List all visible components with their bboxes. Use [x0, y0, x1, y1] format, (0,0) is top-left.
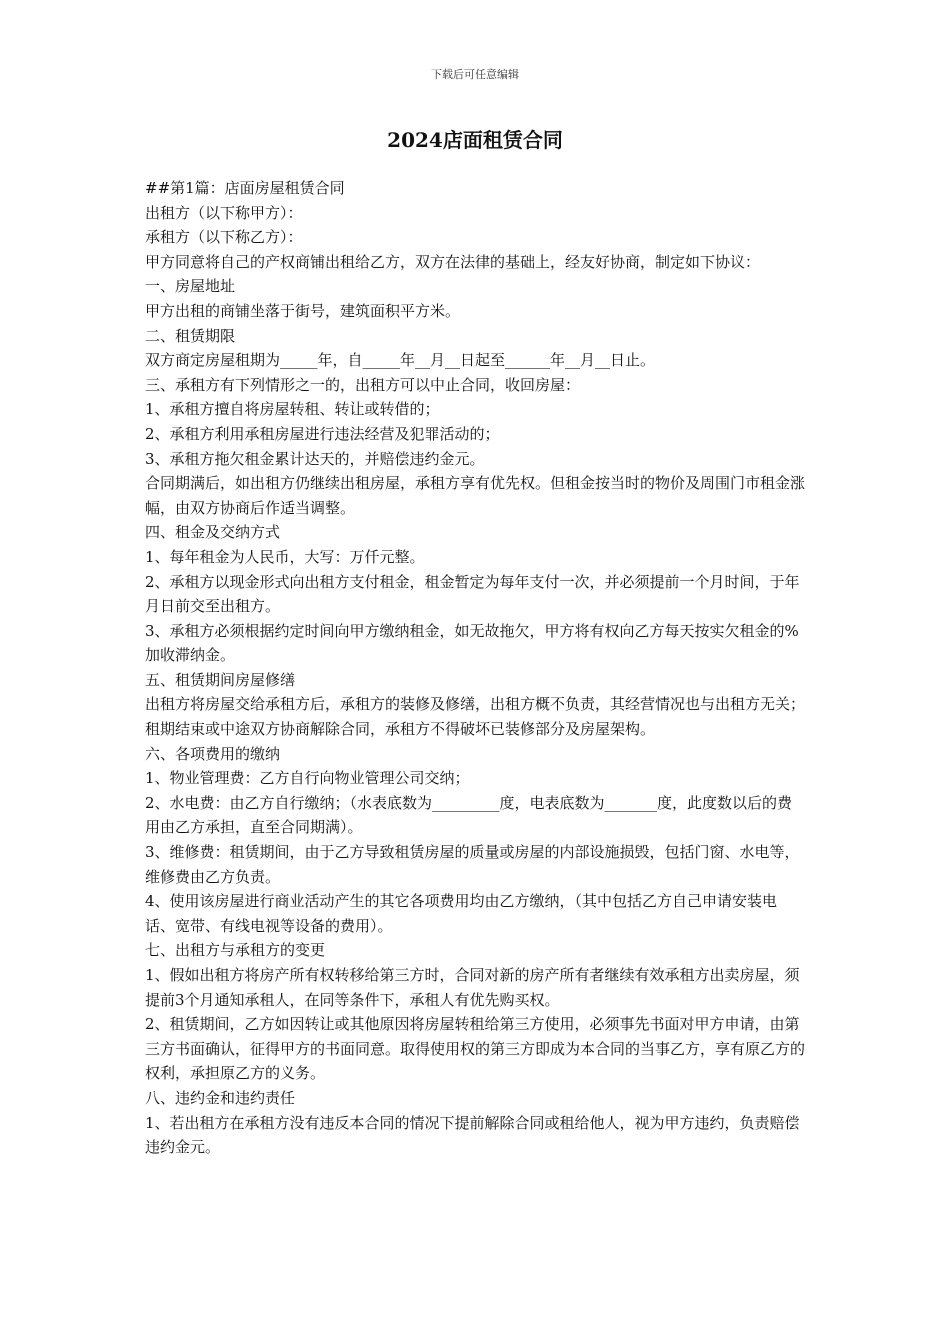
- paragraph: 1、若出租方在承租方没有违反本合同的情况下提前解除合同或租给他人，视为甲方违约，负责赔偿违约金元。: [145, 1113, 800, 1157]
- paragraph: 2、租赁期间，乙方如因转让或其他原因将房屋转租给第三方使用，必须事先书面对甲方申请，由第三方书面确认，征得甲方的书面同意。取得使用权的第三方即成为本合同的当事乙方，享有原乙方的权利，承担原乙方的义务。: [145, 1015, 806, 1083]
- paragraph: 4、使用该房屋进行商业活动产生的其它各项费用均由乙方缴纳，（其中包括乙方自己申请安装电话、宽带、有线电视等设备的费用）。: [145, 892, 778, 935]
- paragraph: 3、维修费：租赁期间，由于乙方导致租赁房屋的质量或房屋的内部设施损毁，包括门窗、水电等，维修费由乙方负责。: [145, 843, 800, 886]
- paragraph: 承租方（以下称乙方）：: [145, 228, 303, 247]
- section-heading: 四、租金及交纳方式: [145, 523, 281, 542]
- paragraph: 出租方（以下称甲方）：: [145, 203, 303, 222]
- paragraph: 3、承租方拖欠租金累计达天的，并赔偿违约金元。: [145, 449, 485, 468]
- contract-body: [145, 176, 807, 1160]
- paragraph: 甲方出租的商铺坐落于街号，建筑面积平方米。: [145, 301, 461, 320]
- document-title: 2024店面租赁合同: [387, 128, 563, 152]
- paragraph: 出租方将房屋交给承租方后，承租方的装修及修缮，出租方概不负责，其经营情况也与出租方无关；租期结束或中途双方协商解除合同，承租方不得破坏已装修部分及房屋架构。: [145, 695, 806, 739]
- section-heading: 一、房屋地址: [145, 277, 236, 296]
- paragraph: 3、承租方必须根据约定时间向甲方缴纳租金，如无故拖欠，甲方将有权向乙方每天按实欠租金的%加收滞纳金。: [145, 621, 799, 665]
- section-heading: 六、各项费用的缴纳: [145, 744, 281, 763]
- section-heading: 八、违约金和违约责任: [145, 1088, 296, 1107]
- paragraph: 甲方同意将自己的产权商铺出租给乙方，双方在法律的基础上，经友好协商，制定如下协议：: [145, 252, 761, 271]
- paragraph: 2、水电费：由乙方自行缴纳；（水表底数为_________度，电表底数为_______度，此度数以后的费用由乙方承担，直至合同期满）。: [145, 793, 793, 837]
- paragraph: 1、物业管理费：乙方自行向物业管理公司交纳；: [145, 769, 470, 788]
- paragraph: 1、每年租金为人民币，大写：万仟元整。: [145, 547, 425, 566]
- paragraph: 合同期满后，如出租方仍继续出租房屋，承租方享有优先权。但租金按当时的物价及周围门市租金涨幅，由双方协商后作适当调整。: [145, 474, 806, 517]
- section-heading: 七、出租方与承租方的变更: [145, 941, 326, 960]
- paragraph: ##第1篇：店面房屋租赁合同: [145, 179, 345, 197]
- paragraph: 2、承租方利用承租房屋进行违法经营及犯罪活动的；: [145, 424, 500, 443]
- section-heading: 二、租赁期限: [145, 326, 236, 345]
- header-note: 下载后可任意编辑: [431, 68, 519, 81]
- section-heading: 三、承租方有下列情形之一的，出租方可以中止合同，收回房屋：: [145, 375, 581, 394]
- paragraph: 双方商定房屋租期为_____年，自_____年__月__日起至______年__月__日止。: [145, 351, 656, 370]
- paragraph: 1、假如出租方将房产所有权转移给第三方时，合同对新的房产所有者继续有效承租方出卖房屋，须提前3个月通知承租人，在同等条件下，承租人有优先购买权。: [145, 966, 800, 1009]
- paragraph: 1、承租方擅自将房屋转租、转让或转借的；: [145, 400, 440, 419]
- section-heading: 五、租赁期间房屋修缮: [145, 670, 296, 689]
- paragraph: 2、承租方以现金形式向出租方支付租金，租金暂定为每年支付一次，并必须提前一个月时间，于年月日前交至出租方。: [145, 572, 800, 616]
